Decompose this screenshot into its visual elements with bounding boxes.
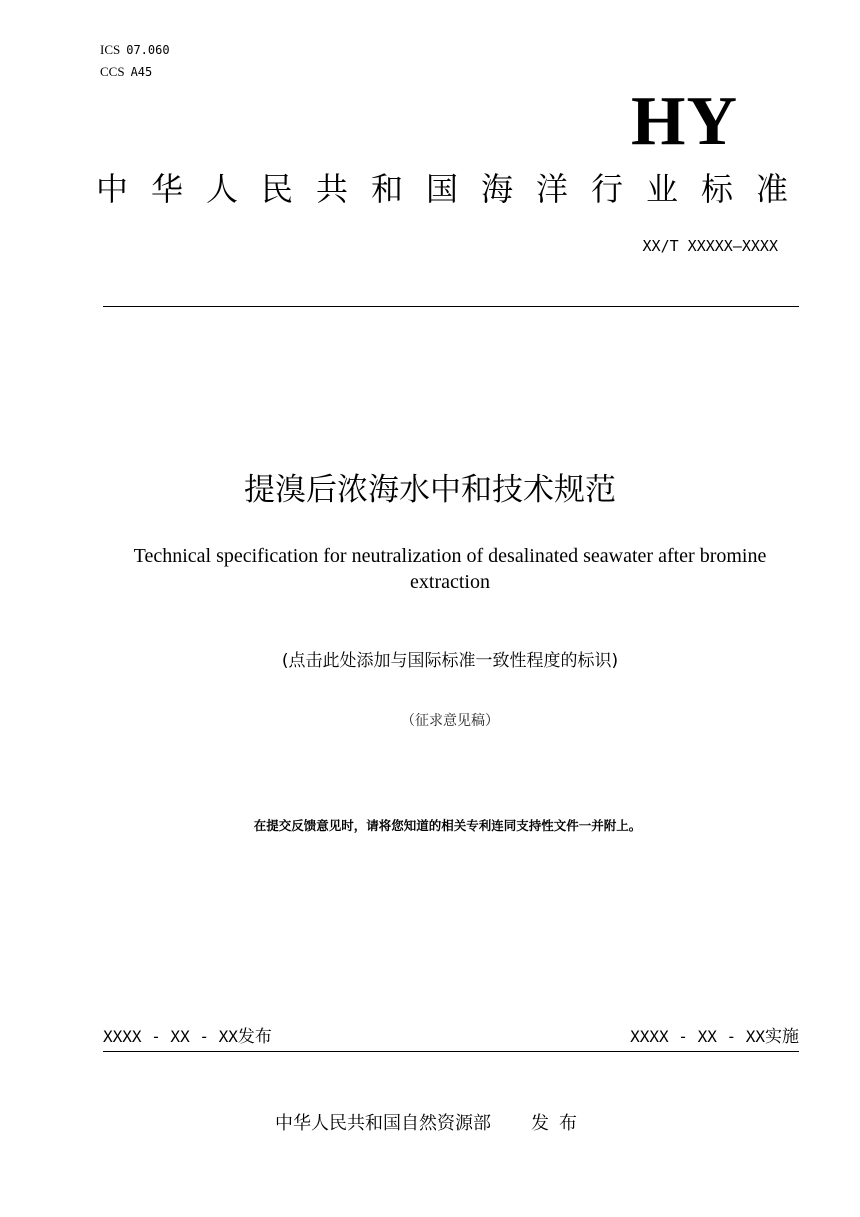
hy-logo: HY [631,83,738,160]
issue-word: 发布 [531,1113,587,1134]
standard-name: 中华人民共和国海洋行业标准 [96,170,812,208]
implement-date: XXXX - XX - XX [630,1027,765,1046]
document-title-cn: 提溴后浓海水中和技术规范 [244,472,616,508]
publish-date: XXXX - XX - XX [103,1027,238,1046]
issuer-line [275,1112,587,1136]
implement-date-line [630,1027,799,1047]
draft-status: （征求意见稿） [401,713,499,729]
ccs-label: CCS [100,64,125,79]
footer-divider [103,1051,799,1052]
ics-code: 07.060 [126,43,170,57]
publish-date-line [103,1027,272,1047]
ics-line [100,42,170,58]
issuer-name: 中华人民共和国自然资源部 [275,1113,491,1134]
consistency-note: (点击此处添加与国际标准一致性程度的标识) [281,651,619,671]
ics-label: ICS [100,42,121,57]
ccs-line [100,64,152,80]
header-divider [103,306,799,307]
ccs-code: A45 [130,65,153,79]
standard-number: XX/T XXXXX—XXXX [642,237,778,255]
publish-label: 发布 [237,1027,272,1047]
patent-notice: 在提交反馈意见时，请将您知道的相关专利连同支持性文件一并附上。 [253,818,642,833]
document-title-en: Technical specification for neutralization of desalinated seawater after bromine extraction [133,545,767,593]
implement-label: 实施 [765,1027,799,1047]
